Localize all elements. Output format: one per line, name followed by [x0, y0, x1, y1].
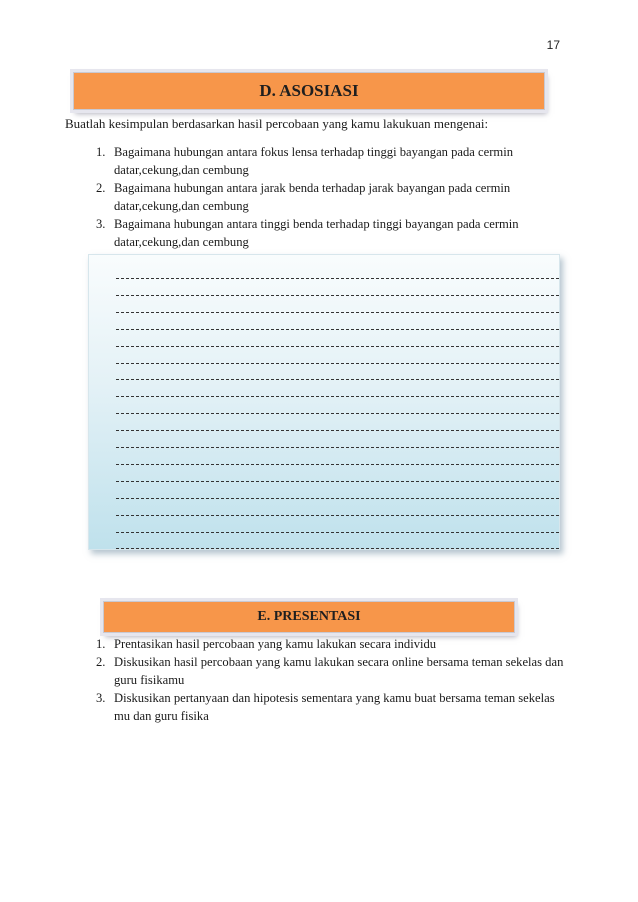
list-number: 1. — [96, 637, 106, 651]
question-text: Bagaimana hubungan antara tinggi benda terhadap tinggi bayangan pada cermin datar,cekung,dan cembung — [114, 217, 519, 249]
answer-line — [116, 278, 559, 279]
answer-writing-box[interactable] — [88, 254, 560, 550]
answer-line — [116, 498, 559, 499]
answer-line — [116, 346, 559, 347]
list-item — [96, 653, 566, 689]
task-text: Diskusikan hasil percobaan yang kamu lakukan secara online bersama teman sekelas dan guru fisikamu — [114, 655, 564, 687]
presentasi-task-list — [96, 635, 566, 725]
list-item — [96, 215, 546, 251]
task-text: Prentasikan hasil percobaan yang kamu lakukan secara individu — [114, 637, 437, 651]
question-text: Bagaimana hubungan antara fokus lensa terhadap tinggi bayangan pada cermin datar,cekung,dan cembung — [114, 145, 514, 177]
list-item — [96, 689, 566, 725]
asosiasi-instruction: Buatlah kesimpulan berdasarkan hasil percobaan yang kamu lakukuan mengenai: — [65, 116, 489, 131]
list-number: 1. — [96, 145, 106, 159]
answer-line — [116, 329, 559, 330]
answer-line — [116, 312, 559, 313]
answer-line — [116, 515, 559, 516]
answer-line — [116, 447, 559, 448]
answer-line — [116, 295, 559, 296]
asosiasi-question-list — [96, 143, 546, 251]
answer-line — [116, 481, 559, 482]
answer-line — [116, 532, 559, 533]
answer-line — [116, 363, 559, 364]
list-item — [96, 143, 546, 179]
task-text: Diskusikan pertanyaan dan hipotesis sementara yang kamu buat bersama teman sekelas mu dan guru fisika — [114, 691, 555, 723]
answer-line — [116, 464, 559, 465]
list-number: 3. — [96, 691, 106, 705]
answer-line — [116, 379, 559, 380]
list-item — [96, 179, 546, 215]
question-text: Bagaimana hubungan antara jarak benda terhadap jarak bayangan pada cermin datar,cekung,dan cembung — [114, 181, 511, 213]
section-title-asosiasi: D. ASOSIASI — [73, 72, 545, 110]
list-item — [96, 635, 566, 653]
list-number: 2. — [96, 655, 106, 669]
list-number: 3. — [96, 217, 106, 231]
answer-line — [116, 413, 559, 414]
answer-line — [116, 548, 559, 549]
answer-line — [116, 396, 559, 397]
section-title-presentasi: E. PRESENTASI — [103, 601, 515, 633]
list-number: 2. — [96, 181, 106, 195]
answer-line — [116, 430, 559, 431]
page-number: 17 — [546, 38, 560, 52]
